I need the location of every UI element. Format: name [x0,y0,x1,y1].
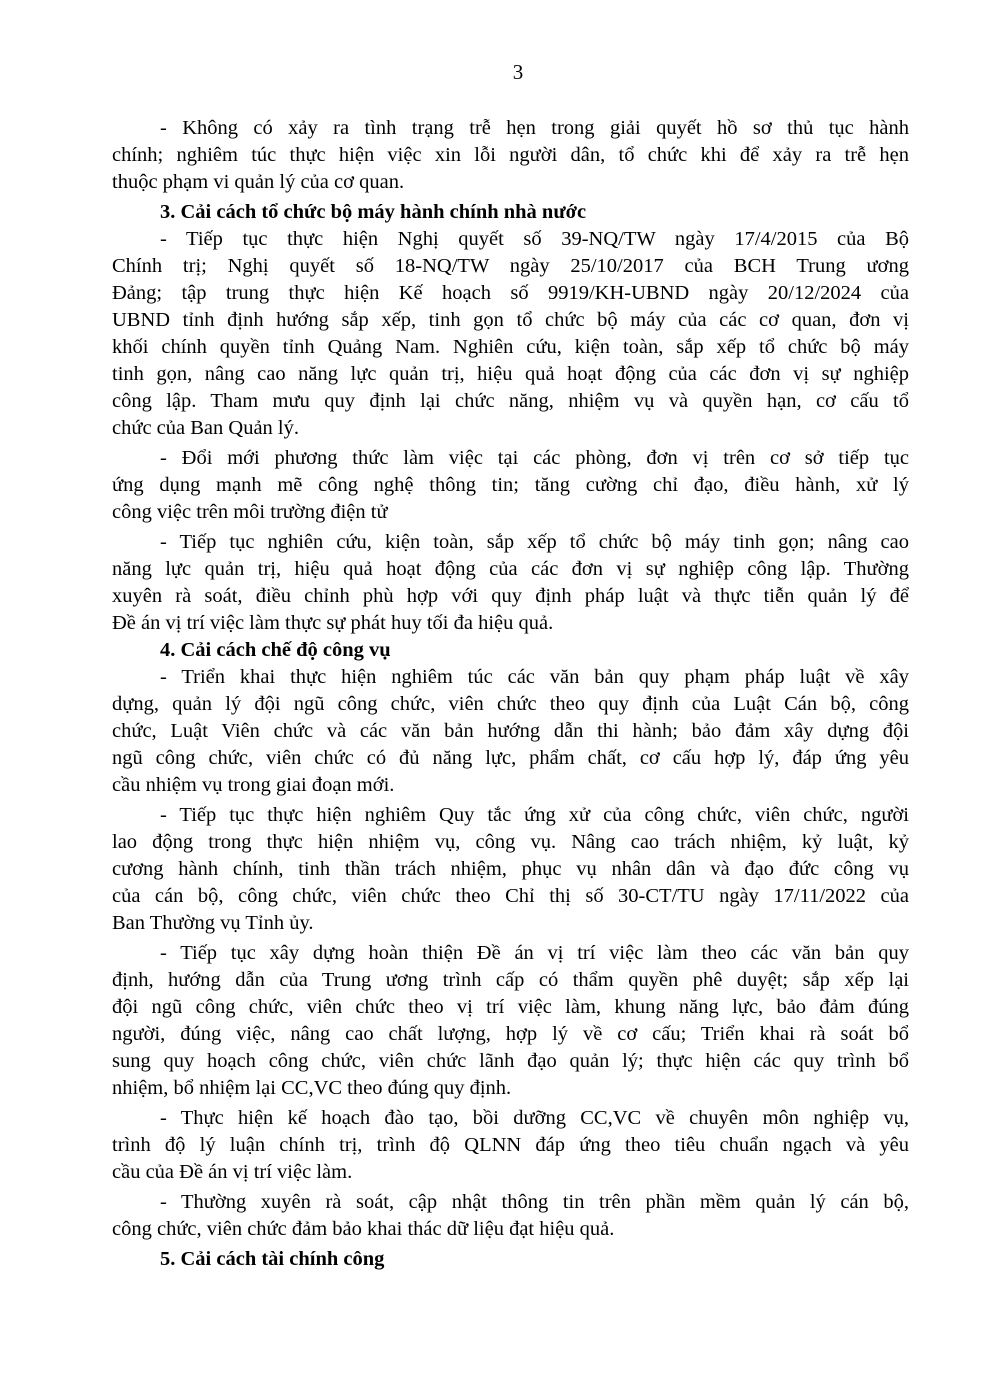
paragraph-line: thuộc phạm vi quản lý của cơ quan. [112,171,405,193]
paragraph-first-line: - Thường xuyên rà soát, cập nhật thông tin trên phần mềm quản lý cán bộ, [160,1191,909,1213]
paragraph-line: Ban Thường vụ Tỉnh ủy. [112,912,314,934]
paragraph-first-line: - Không có xảy ra tình trạng trễ hẹn trong giải quyết hồ sơ thủ tục hành [160,117,909,139]
paragraph-first-line: - Tiếp tục xây dựng hoàn thiện Đề án vị trí việc làm theo các văn bản quy [160,942,909,964]
paragraph-line: ngũ công chức, viên chức có đủ năng lực, phẩm chất, cơ cấu hợp lý, đáp ứng yêu [112,747,909,769]
paragraph-line: dựng, quản lý đội ngũ công chức, viên chức theo quy định của Luật Cán bộ, công [112,693,909,715]
paragraph-line: khối chính quyền tỉnh Quảng Nam. Nghiên cứu, kiện toàn, sắp xếp tổ chức bộ máy [112,336,909,358]
paragraph-line: UBND tỉnh định hướng sắp xếp, tinh gọn tổ chức bộ máy của các cơ quan, đơn vị [112,309,909,331]
paragraph-line: Đảng; tập trung thực hiện Kế hoạch số 9919/KH-UBND ngày 20/12/2024 của [112,282,909,304]
paragraph-line: định, hướng dẫn của Trung ương trình cấp có thẩm quyền phê duyệt; sắp xếp lại [112,969,909,991]
paragraph-line: cầu nhiệm vụ trong giai đoạn mới. [112,774,395,796]
paragraph-line: công việc trên môi trường điện tử [112,501,388,523]
section-heading: 3. Cải cách tổ chức bộ máy hành chính nhà nước [160,201,587,223]
paragraph-line: công lập. Tham mưu quy định lại chức năng, nhiệm vụ và quyền hạn, cơ cấu tổ [112,390,909,412]
paragraph-first-line: - Tiếp tục thực hiện nghiêm Quy tắc ứng xử của công chức, viên chức, người [160,804,909,826]
paragraph-line: năng lực quản trị, hiệu quả hoạt động của các đơn vị sự nghiệp công lập. Thường [112,558,909,580]
paragraph-line: cầu của Đề án vị trí việc làm. [112,1161,353,1183]
paragraph-line: xuyên rà soát, điều chỉnh phù hợp với quy định pháp luật và thực tiễn quản lý để [112,585,909,607]
paragraph-line: Chính trị; Nghị quyết số 18-NQ/TW ngày 25/10/2017 của BCH Trung ương [112,255,909,277]
section-heading: 4. Cải cách chế độ công vụ [160,639,391,661]
paragraph-first-line: - Triển khai thực hiện nghiêm túc các văn bản quy phạm pháp luật về xây [160,666,909,688]
paragraph-line: Đề án vị trí việc làm thực sự phát huy tối đa hiệu quả. [112,612,554,634]
paragraph-line: công chức, viên chức đảm bảo khai thác dữ liệu đạt hiệu quả. [112,1218,615,1240]
paragraph-line: của cán bộ, công chức, viên chức theo Chỉ thị số 30-CT/TU ngày 17/11/2022 của [112,885,909,907]
paragraph-line: nhiệm, bổ nhiệm lại CC,VC theo đúng quy định. [112,1077,512,1099]
paragraph-first-line: - Thực hiện kế hoạch đào tạo, bồi dưỡng CC,VC về chuyên môn nghiệp vụ, [160,1107,909,1129]
paragraph-line: cương hành chính, tinh thần trách nhiệm, phục vụ nhân dân và đạo đức công vụ [112,858,909,880]
paragraph-line: ứng dụng mạnh mẽ công nghệ thông tin; tăng cường chỉ đạo, điều hành, xử lý [112,474,909,496]
paragraph-line: chính; nghiêm túc thực hiện việc xin lỗi người dân, tổ chức khi để xảy ra trễ hẹn [112,144,909,166]
paragraph-line: đội ngũ công chức, viên chức theo vị trí việc làm, khung năng lực, bảo đảm đúng [112,996,909,1018]
page-number: 3 [512,60,524,84]
paragraph-line: tinh gọn, nâng cao năng lực quản trị, hiệu quả hoạt động của các đơn vị sự nghiệp [112,363,909,385]
paragraph-line: lao động trong thực hiện nhiệm vụ, công vụ. Nâng cao trách nhiệm, kỷ luật, kỷ [112,831,909,853]
paragraph-first-line: - Tiếp tục nghiên cứu, kiện toàn, sắp xếp tổ chức bộ máy tinh gọn; nâng cao [160,531,909,553]
paragraph-line: sung quy hoạch công chức, viên chức lãnh đạo quản lý; thực hiện các quy trình bổ [112,1050,909,1072]
paragraph-line: chức, Luật Viên chức và các văn bản hướng dẫn thi hành; bảo đảm xây dựng đội [112,720,909,742]
paragraph-first-line: - Tiếp tục thực hiện Nghị quyết số 39-NQ/TW ngày 17/4/2015 của Bộ [160,228,909,250]
paragraph-first-line: - Đổi mới phương thức làm việc tại các phòng, đơn vị trên cơ sở tiếp tục [160,447,909,469]
paragraph-line: chức của Ban Quản lý. [112,417,300,439]
paragraph-line: người, đúng việc, nâng cao chất lượng, hợp lý về cơ cấu; Triển khai rà soát bổ [112,1023,909,1045]
section-heading: 5. Cải cách tài chính công [160,1248,385,1270]
paragraph-line: trình độ lý luận chính trị, trình độ QLNN đáp ứng theo tiêu chuẩn ngạch và yêu [112,1134,909,1156]
